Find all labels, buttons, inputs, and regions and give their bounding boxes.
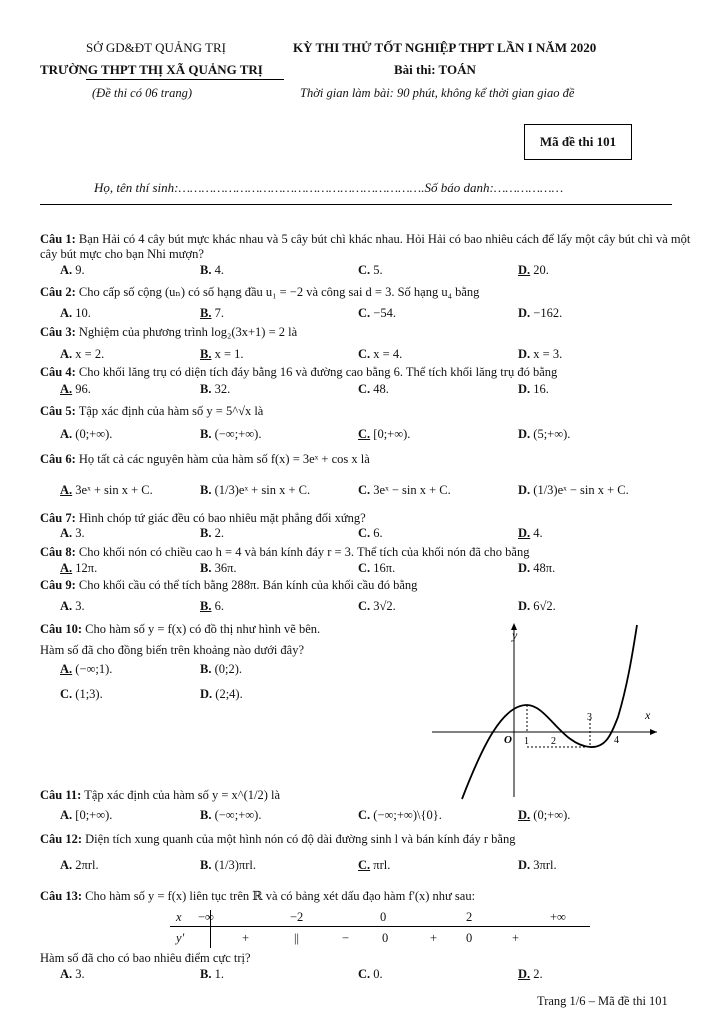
q13-option-d: D. 2. [518,967,543,981]
exam-title: KỲ THI THỬ TỐT NGHIỆP THPT LẦN I NĂM 2020 [293,40,597,55]
tick-2: 2 [551,736,556,747]
q13-option-a: A. 3. [60,967,85,981]
question-1: Câu 1: Bạn Hải có 4 cây bút mực khác nhau và 5 cây bút chì khác nhau. Hỏi Hải có bao nhiêu cách để lấy một cây bút chì và một cây bút mực cho bạn Nhi mượn? [40,232,691,261]
q5-option-d: D. (5;+∞). [518,427,571,441]
sign-undefined: || [294,931,300,945]
q11-option-d: D. (0;+∞). [518,808,571,822]
q2-option-a: A. 10. [60,306,91,320]
q8-option-a: A. 12π. [60,561,98,575]
question-13: Câu 13: Cho hàm số y = f(x) liên tục trên ℝ và có bảng xét dấu đạo hàm f'(x) như sau: [40,889,476,903]
q8-option-b: B. 36π. [200,561,237,575]
question-8: Câu 8: Cho khối nón có chiều cao h = 4 và bán kính đáy r = 3. Thể tích của khối nón đã cho bằng [40,545,530,559]
q6-option-d: D. (1/3)eˣ − sin x + C. [518,483,629,497]
sign-1: + [242,931,250,945]
q7-option-d: D. 4. [518,526,543,540]
q12-option-b: B. (1/3)πrl. [200,858,256,872]
question-3: Câu 3: Nghiệm của phương trình log₂(3x+1) = 2 là [40,325,298,339]
sign-table-x-label: x [176,910,182,924]
tick-3: 3 [587,712,592,723]
q11-option-a: A. [0;+∞). [60,808,113,822]
q3-option-a: A. x = 2. [60,347,105,361]
function-graph [432,617,662,802]
q10-option-a: A. (−∞;1). [60,662,113,676]
q1-option-d: D. 20. [518,263,549,277]
q8-option-d: D. 48π. [518,561,556,575]
tick-4: 4 [614,735,619,746]
time-note: Thời gian làm bài: 90 phút, không kể thời gian giao đề [300,86,575,100]
header-divider [40,204,672,205]
q5-option-a: A. (0;+∞). [60,427,113,441]
origin-label: O [504,734,512,746]
tick-1: 1 [524,736,529,747]
x-value-0: 0 [380,910,387,924]
x-value-neg2: −2 [290,910,304,924]
q3-option-d: D. x = 3. [518,347,563,361]
sign-table-hline [170,926,590,927]
sign-zero-1: 0 [382,931,389,945]
q5-option-c: C. [0;+∞). [358,427,411,441]
q10-option-c: C. (1;3). [60,687,103,701]
question-7: Câu 7: Hình chóp tứ giác đều có bao nhiêu mặt phẳng đối xứng? [40,511,366,525]
question-4: Câu 4: Cho khối lăng trụ có diện tích đáy bằng 16 và đường cao bằng 6. Thể tích khối lăng trụ đó bằng [40,365,558,379]
question-6: Câu 6: Họ tất cả các nguyên hàm của hàm số f(x) = 3eˣ + cos x là [40,452,370,466]
department-name: SỞ GD&ĐT QUẢNG TRỊ [86,40,226,55]
x-pos-infinity: +∞ [550,910,566,924]
sign-zero-2: 0 [466,931,473,945]
q7-option-c: C. 6. [358,526,383,540]
page-footer: Trang 1/6 – Mã đề thi 101 [537,994,668,1008]
q4-option-c: C. 48. [358,382,389,396]
q2-option-b: B. 7. [200,306,224,320]
q4-option-a: A. 96. [60,382,91,396]
q1-option-c: C. 5. [358,263,383,277]
x-axis-arrow [650,729,657,735]
q7-option-a: A. 3. [60,526,85,540]
q2-option-c: C. −54. [358,306,396,320]
school-underline [86,79,284,80]
x-label: x [645,708,651,722]
q4-option-d: D. 16. [518,382,549,396]
q9-option-a: A. 3. [60,599,85,613]
q12-option-c: C. πrl. [358,858,391,872]
pages-note: (Đề thi có 06 trang) [92,86,192,100]
q6-option-c: C. 3eˣ − sin x + C. [358,483,451,497]
sign-table-derivative-label: y' [176,931,185,945]
subject: Bài thi: TOÁN [394,62,476,77]
sign-table [170,908,590,948]
sign-2: − [342,931,350,945]
q8-option-c: C. 16π. [358,561,396,575]
q11-option-c: C. (−∞;+∞)\{0}. [358,808,442,822]
sign-3: + [430,931,438,945]
q7-option-b: B. 2. [200,526,224,540]
question-5: Câu 5: Tập xác định của hàm số y = 5^√x là [40,404,264,418]
question-9: Câu 9: Cho khối cầu có thể tích bằng 288π. Bán kính của khối cầu đó bằng [40,578,418,592]
q13-option-c: C. 0. [358,967,383,981]
y-label: y [512,628,518,642]
q6-option-a: A. 3eˣ + sin x + C. [60,483,153,497]
q11-option-b: B. (−∞;+∞). [200,808,262,822]
question-2: Câu 2: Cho cấp số cộng (uₙ) có số hạng đầu u₁ = −2 và công sai d = 3. Số hạng u₄ bằng [40,285,480,299]
q3-option-c: C. x = 4. [358,347,403,361]
q2-option-d: D. −162. [518,306,563,320]
question-10: Câu 10: Cho hàm số y = f(x) có đồ thị như hình vẽ bên. [40,622,321,636]
x-value-2: 2 [466,910,473,924]
q1-option-b: B. 4. [200,263,224,277]
school-name: TRƯỜNG THPT THỊ XÃ QUẢNG TRỊ [40,62,263,77]
question-10-prompt: Hàm số đã cho đồng biến trên khoảng nào dưới đây? [40,643,305,657]
question-13-prompt: Hàm số đã cho có bao nhiêu điểm cực trị? [40,951,251,965]
sign-4: + [512,931,520,945]
q3-option-b: B. x = 1. [200,347,244,361]
q10-option-b: B. (0;2). [200,662,243,676]
q5-option-b: B. (−∞;+∞). [200,427,262,441]
q1-option-a: A. 9. [60,263,85,277]
question-11: Câu 11: Tập xác định của hàm số y = x^(1/2) là [40,788,281,802]
q4-option-b: B. 32. [200,382,231,396]
function-curve [462,625,637,799]
exam-code: Mã đề thi 101 [539,134,617,149]
q12-option-d: D. 3πrl. [518,858,557,872]
q10-option-d: D. (2;4). [200,687,243,701]
exam-code-box [524,124,632,160]
x-neg-infinity: −∞ [198,910,214,924]
q9-option-d: D. 6√2. [518,599,556,613]
q13-option-b: B. 1. [200,967,224,981]
q9-option-b: B. 6. [200,599,224,613]
q9-option-c: C. 3√2. [358,599,396,613]
question-12: Câu 12: Diện tích xung quanh của một hình nón có độ dài đường sinh l và bán kính đáy r bằng [40,832,516,846]
q6-option-b: B. (1/3)eˣ + sin x + C. [200,483,311,497]
student-info-line: Họ, tên thí sinh:……………………………………………………….Số báo danh:……………… [94,180,564,195]
q12-option-a: A. 2πrl. [60,858,99,872]
